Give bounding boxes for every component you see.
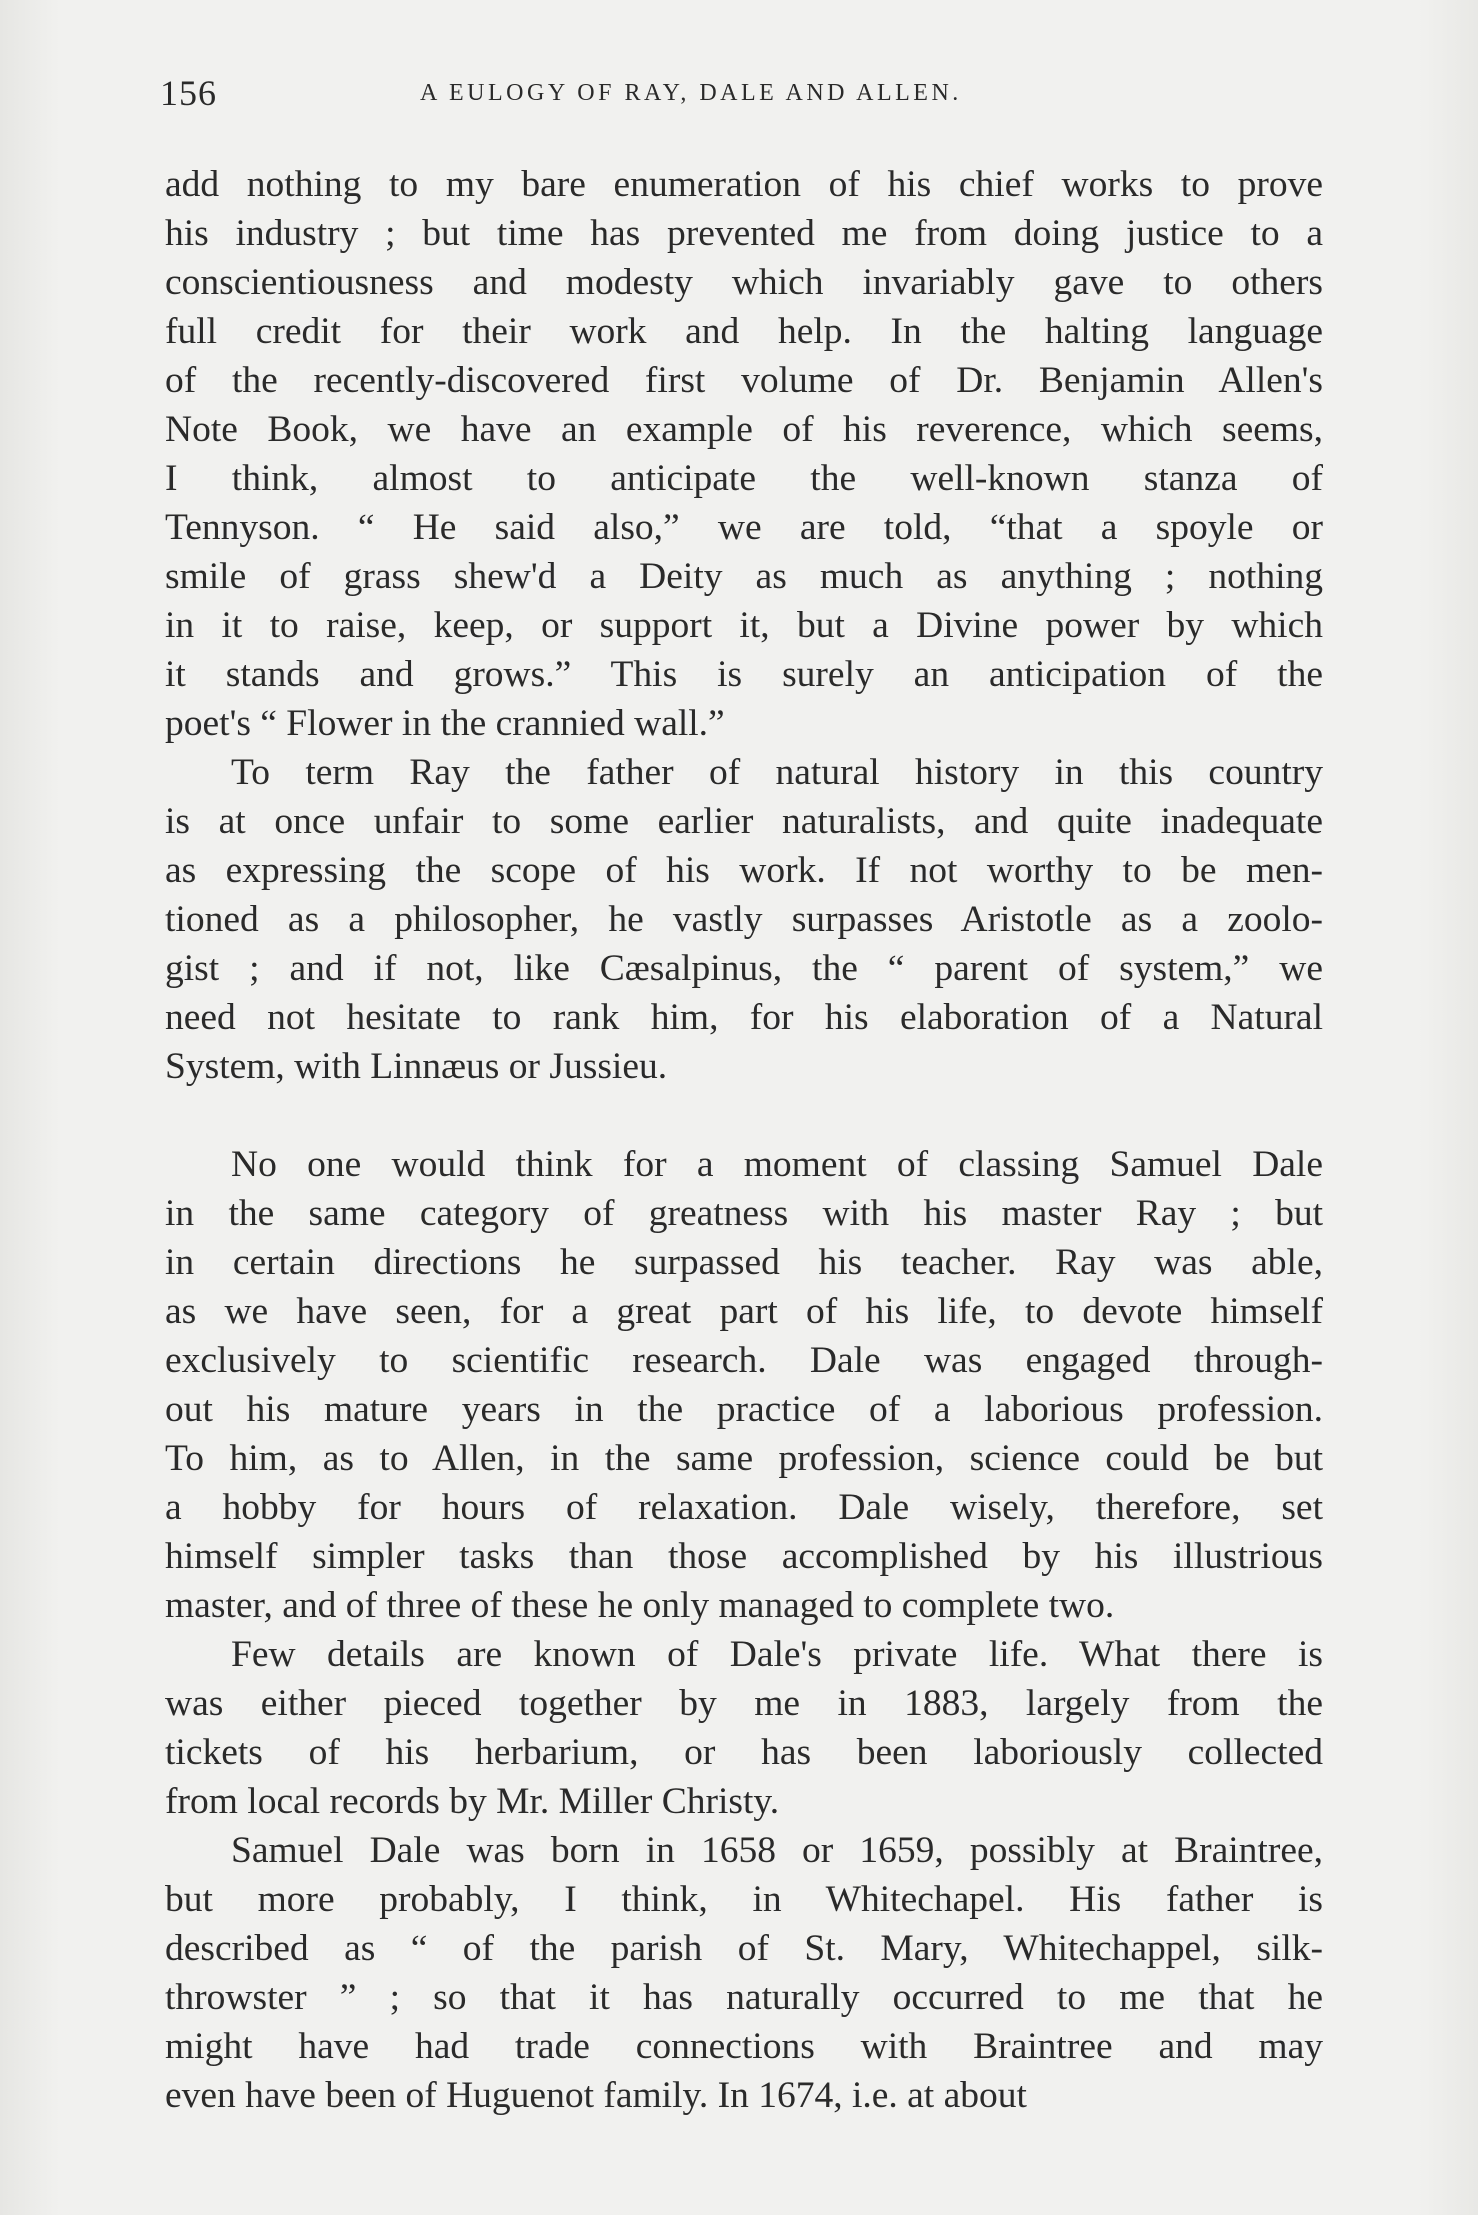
text-line: tioned as a philosopher, he vastly surpasses Aristotle as a zoolo- xyxy=(165,899,1323,940)
text-line: from local records by Mr. Miller Christy. xyxy=(165,1781,780,1822)
paragraph xyxy=(165,160,1323,748)
text-line: of the recently-discovered first volume of Dr. Benjamin Allen's xyxy=(165,360,1323,401)
paragraph xyxy=(165,748,1323,1091)
text-line: out his mature years in the practice of a laborious profession. xyxy=(165,1389,1323,1430)
text-line: poet's “ Flower in the crannied wall.” xyxy=(165,703,725,744)
text-line: as we have seen, for a great part of his life, to devote himself xyxy=(165,1291,1323,1332)
text-line: conscientiousness and modesty which invariably gave to others xyxy=(165,262,1323,303)
text-line: No one would think for a moment of classing Samuel Dale xyxy=(231,1144,1323,1185)
text-line: I think, almost to anticipate the well-known stanza of xyxy=(165,458,1323,499)
page-header xyxy=(160,72,1320,122)
text-line: master, and of three of these he only managed to complete two. xyxy=(165,1585,1115,1626)
body-text xyxy=(165,160,1323,2120)
paragraph xyxy=(165,1826,1323,2120)
text-line: himself simpler tasks than those accomplished by his illustrious xyxy=(165,1536,1323,1577)
text-line: Tennyson. “ He said also,” we are told, “that a spoyle or xyxy=(165,507,1323,548)
text-line: exclusively to scientific research. Dale was engaged through- xyxy=(165,1340,1323,1381)
page-number: 156 xyxy=(160,73,217,113)
text-line: tickets of his herbarium, or has been laboriously collected xyxy=(165,1732,1323,1773)
text-line: is at once unfair to some earlier naturalists, and quite inadequate xyxy=(165,801,1323,842)
text-line: described as “ of the parish of St. Mary, Whitechappel, silk- xyxy=(165,1928,1323,1969)
text-line: To term Ray the father of natural history in this country xyxy=(231,752,1323,793)
text-line: add nothing to my bare enumeration of his chief works to prove xyxy=(165,164,1323,205)
text-line: might have had trade connections with Braintree and may xyxy=(165,2026,1323,2067)
text-line: it stands and grows.” This is surely an anticipation of the xyxy=(165,654,1323,695)
text-line: Note Book, we have an example of his reverence, which seems, xyxy=(165,409,1323,450)
paragraph xyxy=(165,1140,1323,1630)
text-line: To him, as to Allen, in the same profession, science could be but xyxy=(165,1438,1323,1479)
text-line: but more probably, I think, in Whitechapel. His father is xyxy=(165,1879,1323,1920)
text-line: gist ; and if not, like Cæsalpinus, the “ parent of system,” we xyxy=(165,948,1323,989)
text-line: in the same category of greatness with his master Ray ; but xyxy=(165,1193,1323,1234)
text-line: Samuel Dale was born in 1658 or 1659, possibly at Braintree, xyxy=(231,1830,1323,1871)
text-line: System, with Linnæus or Jussieu. xyxy=(165,1046,668,1087)
text-line: Few details are known of Dale's private life. What there is xyxy=(231,1634,1323,1675)
text-line: smile of grass shew'd a Deity as much as anything ; nothing xyxy=(165,556,1323,597)
text-line: as expressing the scope of his work. If not worthy to be men- xyxy=(165,850,1323,891)
text-line: a hobby for hours of relaxation. Dale wisely, therefore, set xyxy=(165,1487,1323,1528)
text-line: even have been of Huguenot family. In 1674, i.e. at about xyxy=(165,2075,1027,2116)
text-line: need not hesitate to rank him, for his elaboration of a Natural xyxy=(165,997,1323,1038)
text-line: in it to raise, keep, or support it, but a Divine power by which xyxy=(165,605,1323,646)
text-line: full credit for their work and help. In the halting language xyxy=(165,311,1323,352)
text-line: throwster ” ; so that it has naturally occurred to me that he xyxy=(165,1977,1323,2018)
text-line: was either pieced together by me in 1883, largely from the xyxy=(165,1683,1323,1724)
text-line: in certain directions he surpassed his teacher. Ray was able, xyxy=(165,1242,1323,1283)
paragraph-gap xyxy=(165,1091,1323,1140)
paragraph xyxy=(165,1630,1323,1826)
text-line: his industry ; but time has prevented me from doing justice to a xyxy=(165,213,1323,254)
running-head: A EULOGY OF RAY, DALE AND ALLEN. xyxy=(420,80,962,106)
